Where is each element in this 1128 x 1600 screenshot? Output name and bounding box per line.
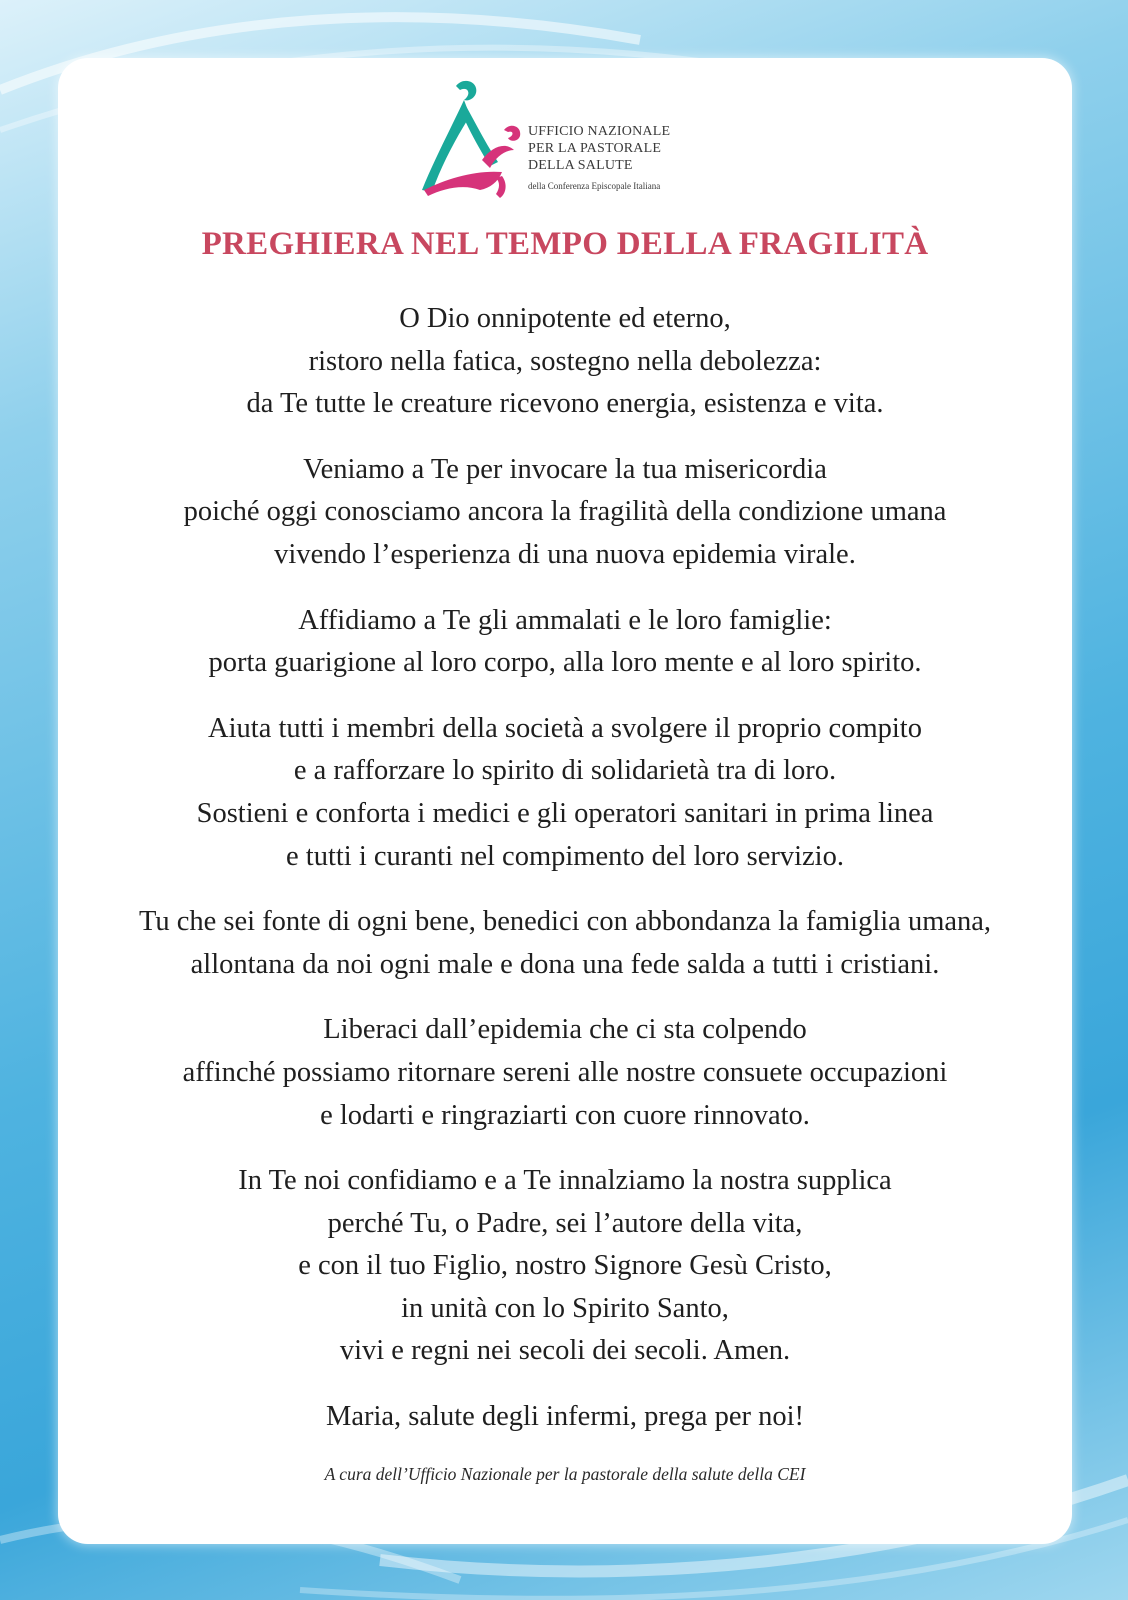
logo-subtitle: della Conferenza Episcopale Italiana (528, 181, 661, 191)
prayer-card (58, 58, 1072, 1544)
page-title: PREGHIERA NEL TEMPO DELLA FRAGILITÀ (201, 226, 929, 262)
logo-figures-icon (420, 80, 524, 200)
verse-line: e a rafforzare lo spirito di solidarietà tra di loro. (293, 755, 837, 787)
verse-line: Aiuta tutti i membri della società a svolgere il proprio compito (208, 712, 922, 744)
credit-line: A cura dell’Ufficio Nazionale per la pastorale della salute della CEI (324, 1464, 806, 1484)
verse-line: Tu che sei fonte di ogni bene, benedici con abbondanza la famiglia umana, (138, 906, 992, 938)
verse-line: Maria, salute degli infermi, prega per noi! (326, 1401, 804, 1433)
verse-line: e con il tuo Figlio, nostro Signore Gesù Cristo, (298, 1250, 832, 1282)
logo-line: UFFICIO NAZIONALE (528, 124, 671, 139)
stanza (58, 901, 1072, 986)
logo-line: DELLA SALUTE (528, 158, 633, 173)
stanza (58, 1160, 1072, 1373)
verse-line: e tutti i curanti nel compimento del loro servizio. (286, 840, 844, 872)
stanza (58, 298, 1072, 426)
stanza (58, 600, 1072, 685)
verse-line: Sostieni e conforta i medici e gli operatori sanitari in prima linea (196, 797, 934, 829)
verse-line: in unità con lo Spirito Santo, (401, 1292, 729, 1324)
verse-line: ristoro nella fatica, sostegno nella debolezza: (308, 345, 822, 377)
stanza (58, 708, 1072, 878)
verse-line: poiché oggi conosciamo ancora la fragilità della condizione umana (183, 496, 947, 528)
verse-line: In Te noi confidiamo e a Te innalziamo la nostra supplica (238, 1165, 892, 1197)
verse-line: Liberaci dall’epidemia che ci sta colpendo (323, 1014, 807, 1046)
verse-line: affinché possiamo ritornare sereni alle nostre consuete occupazioni (182, 1056, 948, 1088)
stanza (58, 1009, 1072, 1137)
verse-line: vivi e regni nei secoli dei secoli. Amen. (339, 1335, 791, 1367)
logo-text (528, 123, 670, 192)
stanza (58, 1396, 1072, 1439)
prayer-text (58, 298, 1072, 1462)
verse-line: perché Tu, o Padre, sei l’autore della vita, (327, 1207, 803, 1239)
verse-line: Affidiamo a Te gli ammalati e le loro famiglie: (298, 604, 832, 636)
organization-logo (420, 80, 750, 210)
stanza (58, 449, 1072, 577)
verse-line: Veniamo a Te per invocare la tua misericordia (303, 453, 827, 485)
verse-line: da Te tutte le creature ricevono energia, esistenza e vita. (246, 388, 884, 420)
verse-line: e lodarti e ringraziarti con cuore rinnovato. (320, 1099, 810, 1131)
verse-line: vivendo l’esperienza di una nuova epidemia virale. (274, 538, 856, 570)
verse-line: allontana da noi ogni male e dona una fede salda a tutti i cristiani. (190, 948, 940, 980)
verse-line: porta guarigione al loro corpo, alla loro mente e al loro spirito. (208, 647, 922, 679)
verse-line: O Dio onnipotente ed eterno, (399, 303, 731, 334)
logo-line: PER LA PASTORALE (528, 141, 662, 156)
